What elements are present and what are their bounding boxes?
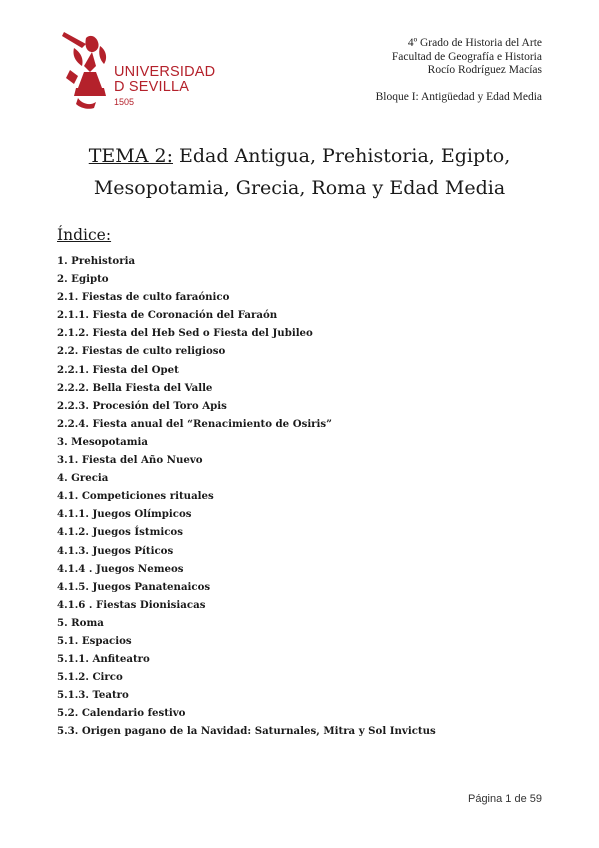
toc-item[interactable]: 3. Mesopotamia (57, 435, 148, 448)
toc-item[interactable]: 2.2.2. Bella Fiesta del Valle (57, 381, 213, 394)
header-author: Rocío Rodríguez Macías (427, 64, 542, 76)
toc-item[interactable]: 2.2. Fiestas de culto religioso (57, 345, 226, 358)
logo-text-universidad: UNIVERSIDAD (114, 64, 216, 80)
title-tema: TEMA 2: (88, 145, 173, 167)
toc-item[interactable]: 4. Grecia (57, 472, 109, 485)
toc-item[interactable]: 2.2.3. Procesión del Toro Apis (57, 399, 227, 412)
toc-item[interactable]: 2.1. Fiestas de culto faraónico (57, 291, 230, 304)
logo-year: 1505 (114, 97, 135, 107)
toc-item[interactable]: 4.1.3. Juegos Píticos (57, 544, 174, 557)
toc-item[interactable]: 4.1.4 . Juegos Nemeos (57, 562, 184, 575)
toc-item[interactable]: 2. Egipto (57, 273, 109, 286)
toc-item[interactable]: 4.1.5. Juegos Panatenaicos (57, 580, 211, 593)
toc-item[interactable]: 4.1.1. Juegos Olímpicos (57, 508, 192, 521)
toc-item[interactable]: 4.1. Competiciones rituales (57, 490, 214, 503)
university-logo (56, 26, 216, 110)
toc-item[interactable]: 2.1.2. Fiesta del Heb Sed o Fiesta del Jubileo (57, 327, 313, 340)
toc-item[interactable]: 4.1.2. Juegos Ístmicos (57, 526, 183, 539)
university-seal-icon (56, 26, 112, 110)
page-number: Página 1 de 59 (467, 793, 542, 805)
toc-item[interactable]: 5.1. Espacios (57, 634, 132, 647)
toc-item[interactable]: 5.2. Calendario festivo (57, 707, 186, 720)
toc-item[interactable]: 5.1.2. Circo (57, 671, 123, 684)
toc-item[interactable]: 1. Prehistoria (57, 255, 136, 267)
title-rest: Edad Antigua, Prehistoria, Egipto, (172, 145, 511, 167)
toc-item[interactable]: 5. Roma (57, 616, 104, 629)
toc-item[interactable]: 2.2.1. Fiesta del Opet (57, 363, 179, 376)
title-line2: Mesopotamia, Grecia, Roma y Edad Media (93, 177, 506, 199)
page-title (30, 140, 569, 204)
toc-item[interactable]: 5.1.1. Anfiteatro (57, 653, 150, 666)
logo-text-sevilla: D SEVILLA (114, 79, 190, 95)
header-block: Bloque I: Antigüedad y Edad Media (375, 91, 542, 103)
toc-item[interactable]: 2.1.1. Fiesta de Coronación del Faraón (57, 309, 278, 322)
table-of-contents (57, 252, 436, 741)
toc-item[interactable]: 2.2.4. Fiesta anual del “Renacimiento de Osiris” (57, 417, 333, 430)
toc-item[interactable]: 4.1.6 . Fiestas Dionisiacas (57, 598, 206, 611)
toc-item[interactable]: 5.1.3. Teatro (57, 689, 129, 702)
toc-item[interactable]: 5.3. Origen pagano de la Navidad: Saturnales, Mitra y Sol Invictus (57, 725, 436, 738)
header-faculty: Facultad de Geografía e Historia (391, 50, 542, 63)
document-header-info (392, 37, 542, 78)
header-degree: 4º Grado de Historia del Arte (407, 37, 542, 49)
toc-item[interactable]: 3.1. Fiesta del Año Nuevo (57, 454, 203, 467)
index-heading: Índice: (57, 226, 112, 244)
